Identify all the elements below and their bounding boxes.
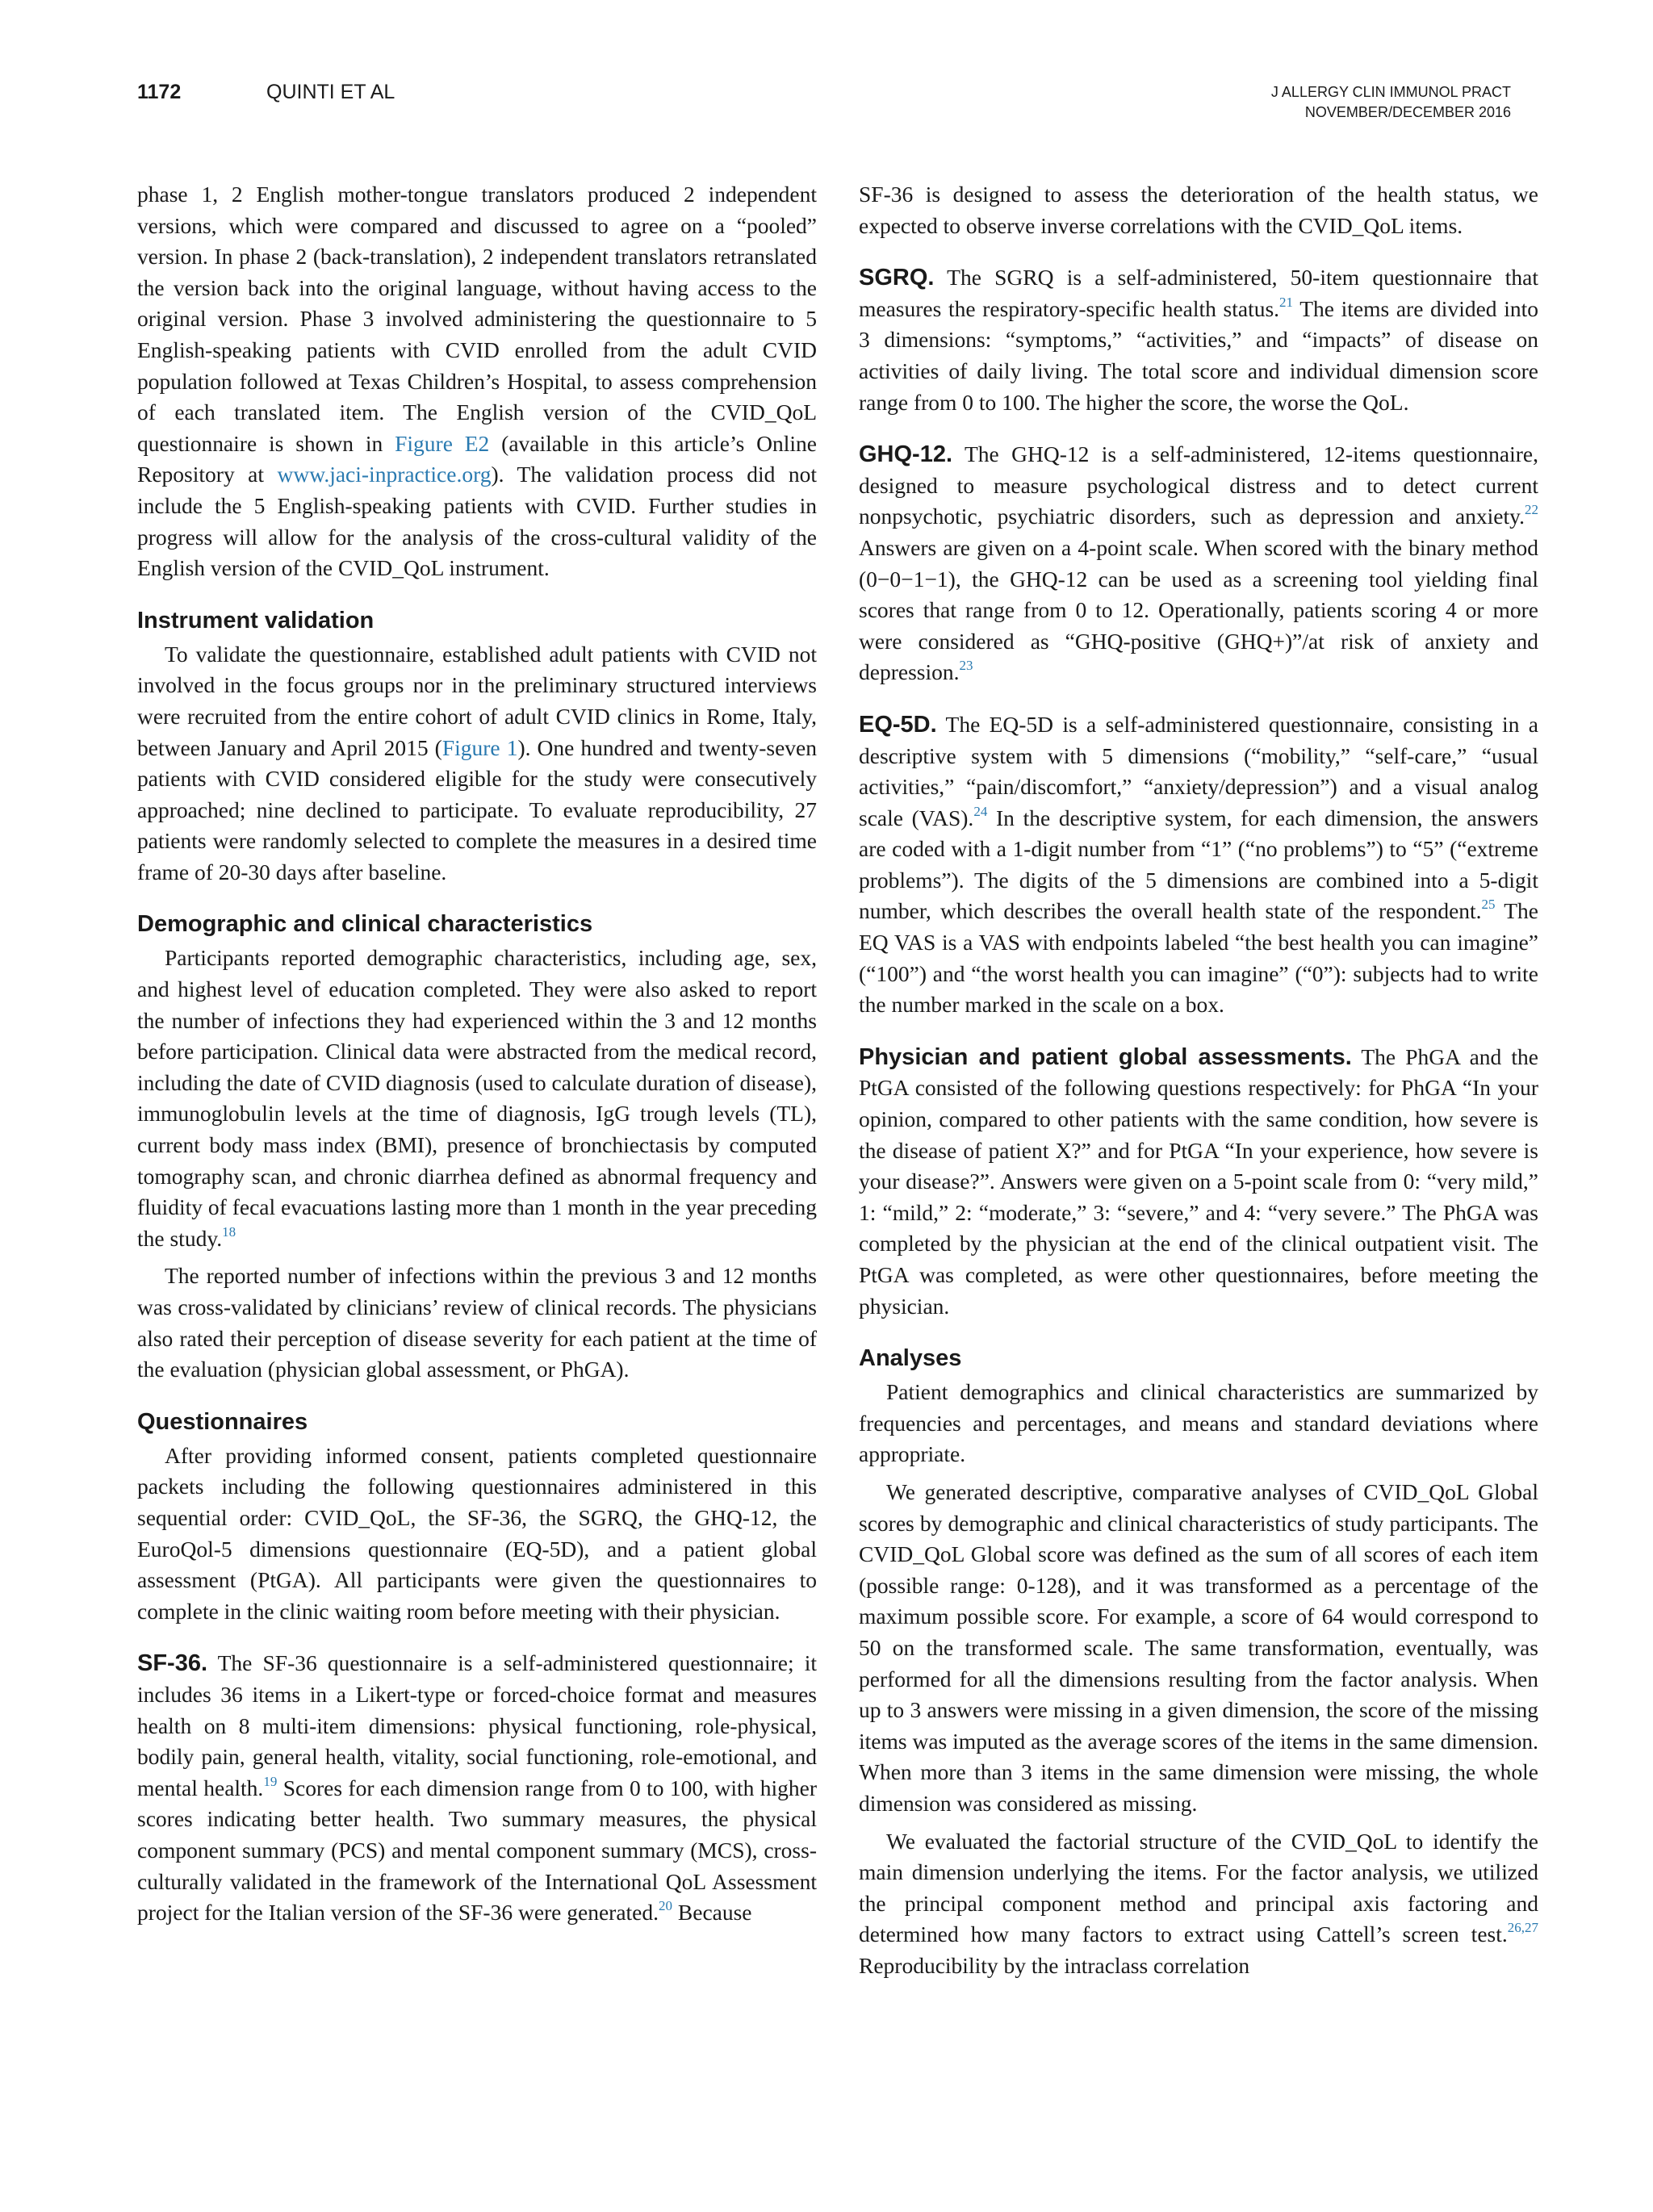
reference-19-link[interactable]: 19 — [263, 1773, 278, 1789]
demographic-paragraph-2: The reported number of infections within the previous 3 and 12 months was cross-validated by clinicians’ review of clinical records. The physicians also rated their perception of disease severity for each patient at the time of the evaluation (physician global assessment, or PhGA). — [137, 1263, 817, 1382]
sf36-continued-paragraph: SF-36 is designed to assess the deterioration of the health status, we expected to observe inverse correlations with the CVID_QoL items. — [859, 182, 1538, 238]
author-running-head: QUINTI ET AL — [266, 81, 395, 103]
right-column — [859, 179, 1538, 1981]
left-column — [137, 179, 817, 1929]
instrument-validation-paragraph: To validate the questionnaire, established adult patients with CVID not involved in the focus groups nor in the preliminary structured interviews were recruited from the entire cohort of adult CVID clinics in Rome, Italy, between January and April 2015 (Figure 1). One hundred and twenty-seven patients with CVID considered eligible for the study were consecutively approached; nine declined to participate. To evaluate reproducibility, 27 patients were randomly selected to complete the measures in a desired time frame of 20-30 days after baseline. — [137, 641, 817, 884]
demographic-paragraph-1: Participants reported demographic characteristics, including age, sex, and highest level of education completed. They were also asked to report the number of infections they had experienced within the 3 and 12 months before participation. Clinical data were abstracted from the medical record, including the date of CVID diagnosis (used to calculate duration of disease), immunoglobulin levels at the time of diagnosis, IgG trough levels (TL), current body mass index (BMI), presence of bronchiectasis by computed tomography scan, and chronic diarrhea defined as abnormal frequency and fluidity of fecal evacuations lasting more than 1 month in the year preceding the study.$^{18}$ — [137, 945, 817, 1251]
reference-26-27-link[interactable]: 26,27 — [1507, 1920, 1538, 1936]
sf36-paragraph: SF-36. The SF-36 questionnaire is a self-administered questionnaire; it includes 36 items in a Likert-type or forced-choice format and measures health on 8 multi-item dimensions: physical functioning, role-physical, bodily pain, general health, vitality, social functioning, role-emotional, and mental health.$^{19}$ Scores for each dimension range from 0 to 100, with higher scores indicating better health. Two summary measures, the physical component summary (PCS) and mental component summary (MCS), cross-culturally validated in the framework of the International QoL Assessment project for the Italian version of the SF-36 were generated.$^{20}$ Because — [137, 1650, 818, 1926]
eq5d-heading: EQ-5D. — [859, 711, 937, 738]
page-number: 1172 — [137, 81, 182, 103]
figure-e2-link[interactable]: Figure E2 — [395, 430, 490, 456]
analyses-heading: Analyses — [859, 1345, 962, 1372]
running-header — [137, 81, 1511, 137]
reference-23-link[interactable]: 23 — [959, 658, 973, 674]
questionnaires-heading: Questionnaires — [137, 1408, 308, 1435]
global-assessments-paragraph: Physician and patient global assessments. The PhGA and the PtGA consisted of the following questions respectively: for PhGA “In your opinion, compared to other patients with the same condition, how severe is the disease of patient X?” and for PtGA “In your experience, how severe is your disease?”. Answers were given on a 5-point scale from 0: “very mild,” 1: “mild,” 2: “moderate,” 3: “severe,” and 4: “very severe.” The PhGA was completed by the physician at the end of the clinical outpatient visit. The PtGA was completed, as were other questionnaires, before meeting the physician. — [859, 1043, 1538, 1319]
analyses-paragraph-1: Patient demographics and clinical characteristics are summarized by frequencies and percentages, and means and standard deviations where appropriate. — [859, 1379, 1538, 1467]
sf36-heading: SF-36. — [137, 1650, 208, 1677]
figure-1-link[interactable]: Figure 1 — [441, 734, 518, 760]
global-assessments-heading: Physician and patient global assessments. — [859, 1043, 1352, 1070]
reference-21-link[interactable]: 21 — [1279, 294, 1294, 310]
translation-paragraph: phase 1, 2 English mother-tongue translators produced 2 independent versions, which were compared and discussed to agree on a “pooled” version. In phase 2 (back-translation), 2 independent translators retranslated the version back into the original language, without having access to the original version. Phase 3 involved administering the questionnaire to 5 English-speaking patients with CVID enrolled from the adult CVID population followed at Texas Children’s Hospital, to assess comprehension of each translated item. The English version of the CVID_QoL questionnaire is shown in Figure E2 (available in this article’s Online Repository at www.jaci-inpractice.org). The validation process did not include the 5 English-speaking patients with CVID. Further studies in progress will allow for the analysis of the cross-cultural validity of the English version of the CVID_QoL instrument. — [137, 182, 817, 581]
ghq12-paragraph: GHQ-12. The GHQ-12 is a self-administered, 12-items questionnaire, designed to measure psychological distress and to detect current nonpsychotic, psychiatric disorders, such as depression and anxiety.$^{22}$ Answers are given on a 4-point scale. When scored with the binary method (0−0−1−1), the GHQ-12 can be used as a screening tool yielding final scores that range from 0 to 12. Operationally, patients scoring 4 or more were considered as “GHQ-positive (GHQ+)”/at risk of anxiety and depression.$^{23}$ — [859, 441, 1538, 685]
demographic-heading: Demographic and clinical characteristics — [137, 911, 593, 938]
analyses-paragraph-2: We generated descriptive, comparative analyses of CVID_QoL Global scores by demographic and clinical characteristics of study participants. The CVID_QoL Global score was defined as the sum of all scores of each item (possible range: 0-128), and it was transformed as a percentage of the maximum possible score. For example, a score of 64 would correspond to 50 on the transformed scale. The same transformation, eventually, was performed for all the dimensions resulting from the factor analysis. When up to 3 answers were missing in a given dimension, the score of the missing items was imputed as the average scores of the items in the same dimension. When more than 3 items in the same dimension were missing, the whole dimension was considered as missing. — [859, 1478, 1538, 1816]
sgrq-heading: SGRQ. — [859, 265, 935, 291]
reference-22-link[interactable]: 22 — [1525, 502, 1538, 518]
journal-running-head — [1271, 82, 1511, 123]
instrument-validation-heading: Instrument validation — [137, 607, 375, 633]
eq5d-paragraph: EQ-5D. The EQ-5D is a self-administered questionnaire, consisting in a descriptive system with 5 dimensions (“mobility,” “self-care,” “usual activities,” “pain/discomfort,” “anxiety/depression”) and a visual analog scale (VAS).$^{24}$ In the descriptive system, for each dimension, the answers are coded with a 1-digit number from “1” (“no problems”) to “5” (“extreme problems”). The digits of the 5 dimensions are combined into a 5-digit number, which describes the overall health state of the respondent.$^{25}$ The EQ VAS is a VAS with endpoints labeled “the best health you can imagine” (“100”) and “the worst health you can imagine” (“0”): subjects had to write the number marked in the scale on a box. — [859, 711, 1538, 1018]
reference-25-link[interactable]: 25 — [1481, 897, 1496, 913]
reference-18-link[interactable]: 18 — [222, 1223, 236, 1240]
analyses-paragraph-3: We evaluated the factorial structure of the CVID_QoL to identify the main dimension underlying the items. For the factor analysis, we utilized the principal component method and principal axis factoring and determined how many factors to extract using Cattell’s screen test.$^{26,27}$ Reproducibility by the intraclass correlation — [859, 1828, 1538, 1978]
sgrq-paragraph: SGRQ. The SGRQ is a self-administered, 50-item questionnaire that measures the respiratory-specific health status.$^{21}$ The items are divided into 3 dimensions: “symptoms,” “activities,” and “impacts” of disease on activities of daily living. The total score and individual dimension score range from 0 to 100. The higher the score, the worse the QoL. — [859, 265, 1538, 415]
journal-title: J ALLERGY CLIN IMMUNOL PRACT — [1270, 84, 1511, 100]
online-repository-link[interactable]: www.jaci-inpractice.org — [277, 462, 492, 487]
reference-24-link[interactable]: 24 — [973, 803, 988, 819]
ghq12-heading: GHQ-12. — [859, 441, 953, 468]
reference-20-link[interactable]: 20 — [659, 1898, 673, 1914]
journal-issue: NOVEMBER/DECEMBER 2016 — [1304, 104, 1511, 120]
questionnaires-paragraph: After providing informed consent, patients completed questionnaire packets including the following questionnaires administered in this sequential order: CVID_QoL, the SF-36, the SGRQ, the GHQ-12, the EuroQol-5 dimensions questionnaire (EQ-5D), and a patient global assessment (PtGA). All participants were given the questionnaires to complete in the clinic waiting room before meeting with their physician. — [137, 1442, 817, 1624]
